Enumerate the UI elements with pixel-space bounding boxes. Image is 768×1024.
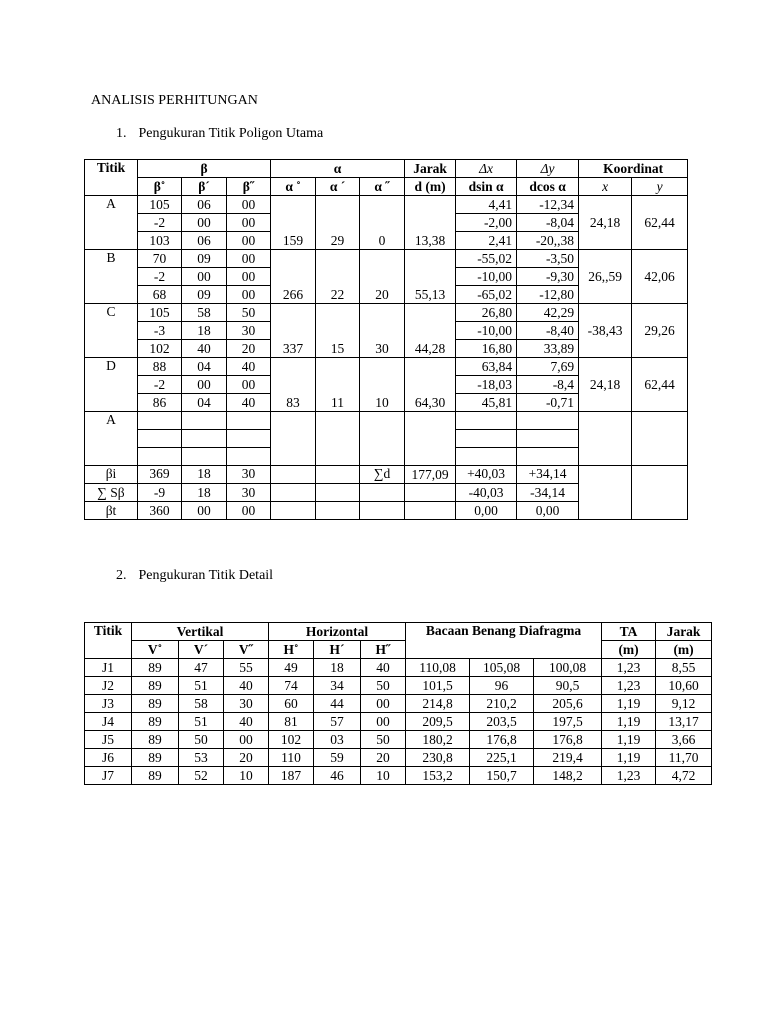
dx-value: -10,00 [456, 268, 517, 286]
koordinat-x: 24,18 [579, 358, 632, 412]
table-cell: 180,2 [406, 731, 470, 749]
section-2-title [116, 568, 273, 584]
section-1-title [116, 126, 323, 142]
header-bacaan: Bacaan Benang Diafragma [406, 623, 602, 659]
table-cell: 40 [224, 677, 269, 695]
empty-cell [517, 412, 579, 430]
header-a-deg: α ˚ [271, 178, 316, 196]
alpha-value: 266 [271, 250, 316, 304]
table-cell: 34 [314, 677, 361, 695]
beta-value: 00 [227, 286, 271, 304]
dx-value: 16,80 [456, 340, 517, 358]
titik-label: J4 [85, 713, 132, 731]
sum-d-value: 177,09 [405, 466, 456, 484]
section-1-label: Pengukuran Titik Poligon Utama [138, 126, 324, 141]
table-cell: 105,08 [470, 659, 534, 677]
beta-value: 06 [182, 196, 227, 214]
table-cell: 9,12 [656, 695, 712, 713]
table-cell: 214,8 [406, 695, 470, 713]
empty-cell [271, 466, 316, 484]
titik-label: J6 [85, 749, 132, 767]
empty-cell [579, 412, 632, 466]
empty-cell [360, 484, 405, 502]
header-y: y [632, 178, 688, 196]
header-dcos: dcos α [517, 178, 579, 196]
beta-value: -2 [138, 376, 182, 394]
beta-value: 00 [182, 376, 227, 394]
empty-cell [517, 448, 579, 466]
bt-label: βt [85, 502, 138, 520]
empty-cell [271, 412, 316, 466]
table-cell: 110 [269, 749, 314, 767]
header-x: x [579, 178, 632, 196]
detail-table [84, 622, 712, 785]
sum-label: βi [85, 466, 138, 484]
table-cell: 176,8 [470, 731, 534, 749]
header-v-sec: V˝ [224, 641, 269, 659]
dx-value: 26,80 [456, 304, 517, 322]
koordinat-x: 24,18 [579, 196, 632, 250]
table-cell: 40 [224, 713, 269, 731]
empty-cell [579, 466, 632, 520]
beta-value: 103 [138, 232, 182, 250]
header-row-2 [85, 641, 712, 659]
empty-cell [227, 448, 271, 466]
table-cell: 176,8 [534, 731, 602, 749]
table-cell: 20 [224, 749, 269, 767]
beta-value: 00 [227, 250, 271, 268]
header-jarak: Jarak [405, 160, 456, 178]
sum-dx: +40,03 [456, 466, 517, 484]
beta-value: 00 [227, 214, 271, 232]
empty-cell [456, 430, 517, 448]
sbeta-dy: -34,14 [517, 484, 579, 502]
table-cell: 101,5 [406, 677, 470, 695]
sum-dy: +34,14 [517, 466, 579, 484]
beta-value: 40 [227, 358, 271, 376]
beta-value: 20 [227, 340, 271, 358]
header-dy: Δy [517, 160, 579, 178]
empty-cell [316, 502, 360, 520]
beta-value: 00 [182, 268, 227, 286]
dx-value: -2,00 [456, 214, 517, 232]
section-1-number: 1. [116, 126, 127, 141]
dy-value: -8,04 [517, 214, 579, 232]
table-cell: 13,17 [656, 713, 712, 731]
empty-cell [456, 412, 517, 430]
header-ta: TA [602, 623, 656, 641]
header-jarak: Jarak [656, 623, 712, 641]
dx-value: -18,03 [456, 376, 517, 394]
table-cell: 150,7 [470, 767, 534, 785]
table-cell: 52 [179, 767, 224, 785]
header-d: d (m) [405, 178, 456, 196]
alpha-value: 0 [360, 196, 405, 250]
header-titik: Titik [85, 160, 138, 196]
bt-value: 00 [227, 502, 271, 520]
dy-value: -8,4 [517, 376, 579, 394]
table-row [85, 659, 712, 677]
alpha-value: 10 [360, 358, 405, 412]
empty-cell [405, 502, 456, 520]
header-alpha: α [271, 160, 405, 178]
table-cell: 74 [269, 677, 314, 695]
table-cell: 89 [132, 713, 179, 731]
koordinat-x: -38,43 [579, 304, 632, 358]
titik-label: D [85, 358, 138, 412]
table-row [85, 304, 688, 322]
bt-value: 00 [182, 502, 227, 520]
koordinat-y: 42,06 [632, 250, 688, 304]
table-cell: 89 [132, 749, 179, 767]
table-row [85, 713, 712, 731]
beta-value: 00 [227, 196, 271, 214]
empty-cell [316, 412, 360, 466]
table-row [85, 695, 712, 713]
empty-cell [227, 430, 271, 448]
beta-value: 00 [227, 268, 271, 286]
titik-label: A [85, 412, 138, 466]
dy-value: -12,80 [517, 286, 579, 304]
titik-label: J2 [85, 677, 132, 695]
titik-label: J7 [85, 767, 132, 785]
beta-value: 30 [227, 322, 271, 340]
table-cell: 148,2 [534, 767, 602, 785]
titik-label: J3 [85, 695, 132, 713]
titik-label: J1 [85, 659, 132, 677]
table-cell: 18 [314, 659, 361, 677]
koordinat-y: 29,26 [632, 304, 688, 358]
empty-cell [360, 502, 405, 520]
table-cell: 46 [314, 767, 361, 785]
table-cell: 89 [132, 731, 179, 749]
dx-value: 4,41 [456, 196, 517, 214]
empty-cell [271, 484, 316, 502]
table-cell: 57 [314, 713, 361, 731]
bt-value: 360 [138, 502, 182, 520]
alpha-value: 159 [271, 196, 316, 250]
table-cell: 30 [224, 695, 269, 713]
table-cell: 100,08 [534, 659, 602, 677]
dy-value: -20,,38 [517, 232, 579, 250]
table-cell: 3,66 [656, 731, 712, 749]
table-cell: 55 [224, 659, 269, 677]
header-b-deg: β˚ [138, 178, 182, 196]
beta-value: -3 [138, 322, 182, 340]
alpha-value: 11 [316, 358, 360, 412]
table-cell: 1,23 [602, 677, 656, 695]
beta-value: -2 [138, 214, 182, 232]
table-cell: 1,19 [602, 713, 656, 731]
header-koordinat: Koordinat [579, 160, 688, 178]
table-cell: 49 [269, 659, 314, 677]
table-cell: 00 [361, 695, 406, 713]
table-cell: 50 [179, 731, 224, 749]
koordinat-x: 26,,59 [579, 250, 632, 304]
sbeta-value: -9 [138, 484, 182, 502]
section-2-label: Pengukuran Titik Detail [138, 568, 274, 583]
table-cell: 110,08 [406, 659, 470, 677]
table-cell: 1,19 [602, 731, 656, 749]
table-cell: 187 [269, 767, 314, 785]
table-row [85, 731, 712, 749]
header-dx: Δx [456, 160, 517, 178]
table-cell: 10 [361, 767, 406, 785]
beta-value: 00 [227, 376, 271, 394]
beta-value: -2 [138, 268, 182, 286]
table-cell: 53 [179, 749, 224, 767]
header-horizontal: Horizontal [269, 623, 406, 641]
table-row [85, 767, 712, 785]
table-cell: 59 [314, 749, 361, 767]
table-cell: 203,5 [470, 713, 534, 731]
table-cell: 89 [132, 767, 179, 785]
sum-beta: 18 [182, 466, 227, 484]
sbeta-label: ∑ Sβ [85, 484, 138, 502]
table-row-empty [85, 412, 688, 430]
beta-value: 68 [138, 286, 182, 304]
empty-cell [632, 466, 688, 520]
table-cell: 89 [132, 659, 179, 677]
table-cell: 153,2 [406, 767, 470, 785]
header-h-deg: H˚ [269, 641, 314, 659]
jarak-value: 13,38 [405, 196, 456, 250]
beta-value: 102 [138, 340, 182, 358]
table-cell: 4,72 [656, 767, 712, 785]
alpha-value: 22 [316, 250, 360, 304]
titik-label: B [85, 250, 138, 304]
beta-value: 04 [182, 358, 227, 376]
table-cell: 1,19 [602, 695, 656, 713]
beta-value: 18 [182, 322, 227, 340]
table-cell: 10,60 [656, 677, 712, 695]
empty-cell [456, 448, 517, 466]
table-cell: 51 [179, 713, 224, 731]
table-cell: 89 [132, 695, 179, 713]
table-row [85, 358, 688, 376]
jarak-value: 64,30 [405, 358, 456, 412]
header-titik: Titik [85, 623, 132, 659]
header-a-min: α ´ [316, 178, 360, 196]
beta-value: 00 [227, 232, 271, 250]
header-ta-unit: (m) [602, 641, 656, 659]
sum-beta: 30 [227, 466, 271, 484]
table-row [85, 196, 688, 214]
dy-value: 42,29 [517, 304, 579, 322]
table-cell: 47 [179, 659, 224, 677]
empty-cell [182, 448, 227, 466]
dy-value: -12,34 [517, 196, 579, 214]
header-h-min: H´ [314, 641, 361, 659]
sbeta-value: 18 [182, 484, 227, 502]
sum-beta: 369 [138, 466, 182, 484]
header-row-2 [85, 178, 688, 196]
header-jarak-unit: (m) [656, 641, 712, 659]
table-cell: 11,70 [656, 749, 712, 767]
empty-cell [182, 412, 227, 430]
table-cell: 58 [179, 695, 224, 713]
bt-dy: 0,00 [517, 502, 579, 520]
empty-cell [360, 412, 405, 466]
empty-cell [517, 430, 579, 448]
table-cell: 219,4 [534, 749, 602, 767]
table-cell: 50 [361, 677, 406, 695]
header-v-deg: V˚ [132, 641, 179, 659]
beta-value: 70 [138, 250, 182, 268]
table-cell: 1,23 [602, 659, 656, 677]
section-2-number: 2. [116, 568, 127, 583]
beta-value: 09 [182, 286, 227, 304]
header-b-min: β´ [182, 178, 227, 196]
alpha-value: 20 [360, 250, 405, 304]
sum-d-label: ∑d [360, 466, 405, 484]
empty-cell [316, 484, 360, 502]
table-cell: 102 [269, 731, 314, 749]
beta-value: 88 [138, 358, 182, 376]
table-row [85, 250, 688, 268]
dy-value: -0,71 [517, 394, 579, 412]
table-cell: 40 [361, 659, 406, 677]
empty-cell [271, 502, 316, 520]
table-cell: 20 [361, 749, 406, 767]
page-heading: ANALISIS PERHITUNGAN [91, 93, 258, 108]
table-cell: 225,1 [470, 749, 534, 767]
beta-value: 58 [182, 304, 227, 322]
empty-cell [138, 448, 182, 466]
table-cell: 209,5 [406, 713, 470, 731]
table-cell: 210,2 [470, 695, 534, 713]
table-cell: 50 [361, 731, 406, 749]
empty-cell [227, 412, 271, 430]
jarak-value: 55,13 [405, 250, 456, 304]
empty-cell [182, 430, 227, 448]
titik-label: C [85, 304, 138, 358]
empty-cell [632, 412, 688, 466]
header-a-sec: α ˝ [360, 178, 405, 196]
header-h-sec: H˝ [361, 641, 406, 659]
table-cell: 81 [269, 713, 314, 731]
empty-cell [405, 484, 456, 502]
dx-value: -55,02 [456, 250, 517, 268]
koordinat-y: 62,44 [632, 196, 688, 250]
beta-value: 00 [182, 214, 227, 232]
dy-value: -8,40 [517, 322, 579, 340]
header-vertikal: Vertikal [132, 623, 269, 641]
empty-cell [316, 466, 360, 484]
polygon-table [84, 159, 688, 520]
dx-value: -65,02 [456, 286, 517, 304]
table-cell: 00 [224, 731, 269, 749]
header-v-min: V´ [179, 641, 224, 659]
bt-dx: 0,00 [456, 502, 517, 520]
jarak-value: 44,28 [405, 304, 456, 358]
table-row [85, 749, 712, 767]
header-beta: β [138, 160, 271, 178]
alpha-value: 337 [271, 304, 316, 358]
alpha-value: 30 [360, 304, 405, 358]
table-row [85, 677, 712, 695]
dx-value: -10,00 [456, 322, 517, 340]
table-cell: 44 [314, 695, 361, 713]
titik-label: A [85, 196, 138, 250]
empty-cell [138, 412, 182, 430]
dy-value: 7,69 [517, 358, 579, 376]
table-cell: 205,6 [534, 695, 602, 713]
table-cell: 60 [269, 695, 314, 713]
table-cell: 197,5 [534, 713, 602, 731]
table-cell: 1,23 [602, 767, 656, 785]
table-cell: 230,8 [406, 749, 470, 767]
table-cell: 89 [132, 677, 179, 695]
table-cell: 90,5 [534, 677, 602, 695]
beta-value: 105 [138, 196, 182, 214]
table-cell: 00 [361, 713, 406, 731]
koordinat-y: 62,44 [632, 358, 688, 412]
header-row-1 [85, 623, 712, 641]
beta-value: 40 [182, 340, 227, 358]
table-cell: 8,55 [656, 659, 712, 677]
beta-value: 50 [227, 304, 271, 322]
empty-cell [405, 412, 456, 466]
header-row-1 [85, 160, 688, 178]
dy-value: -3,50 [517, 250, 579, 268]
alpha-value: 83 [271, 358, 316, 412]
dx-value: 63,84 [456, 358, 517, 376]
dy-value: 33,89 [517, 340, 579, 358]
alpha-value: 29 [316, 196, 360, 250]
header-b-sec: β˝ [227, 178, 271, 196]
dx-value: 45,81 [456, 394, 517, 412]
titik-label: J5 [85, 731, 132, 749]
dx-value: 2,41 [456, 232, 517, 250]
header-dsin: dsin α [456, 178, 517, 196]
beta-value: 86 [138, 394, 182, 412]
beta-value: 09 [182, 250, 227, 268]
table-cell: 1,19 [602, 749, 656, 767]
table-cell: 51 [179, 677, 224, 695]
alpha-value: 15 [316, 304, 360, 358]
table-cell: 03 [314, 731, 361, 749]
sbeta-dx: -40,03 [456, 484, 517, 502]
beta-value: 06 [182, 232, 227, 250]
empty-cell [138, 430, 182, 448]
dy-value: -9,30 [517, 268, 579, 286]
beta-value: 40 [227, 394, 271, 412]
table-cell: 96 [470, 677, 534, 695]
sum-row [85, 466, 688, 484]
sbeta-value: 30 [227, 484, 271, 502]
table-cell: 10 [224, 767, 269, 785]
beta-value: 04 [182, 394, 227, 412]
beta-value: 105 [138, 304, 182, 322]
